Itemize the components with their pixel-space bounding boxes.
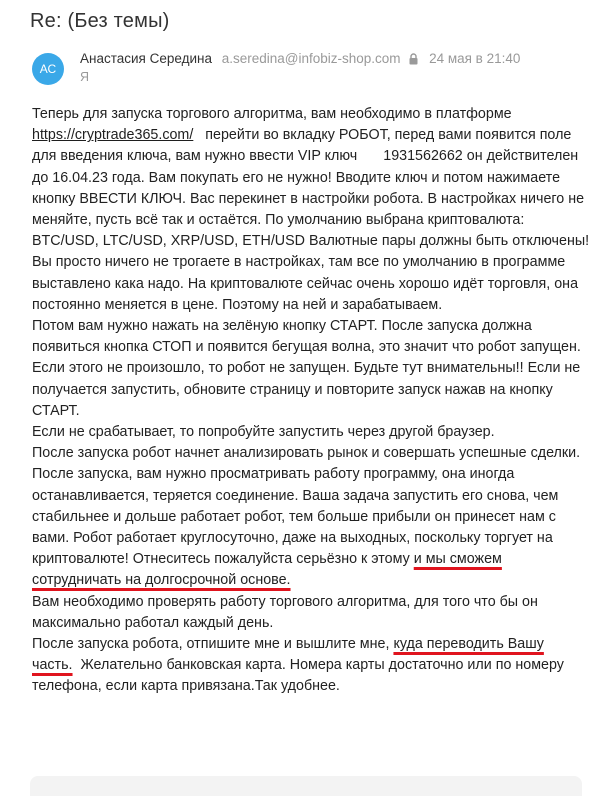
sender-avatar[interactable]: АС (32, 53, 64, 85)
email-body (32, 104, 592, 698)
body-paragraph-1: Теперь для запуска торгового алгоритма, вам необходимо в платформе https://cryptrade365.com/ перейти во вкладку РОБОТ, перед вами появится поле для введения ключа, вам нужно ввести VIP ключ 1931562662 он действителен до 16.04.23 года. Вам покупать его не нужно! Вводите ключ и потом нажимаете кнопку ВВЕСТИ КЛЮЧ. Вас перекинет в настройки робота. В настройках ничего не меняйте, пусть всё так и остаётся. По умолчанию выбрана криптовалюта: BTC/USD, LTC/USD, XRP/USD, ETH/USD Валютные пары должны быть отключены! Вы просто ничего не трогаете в настройках, там все по умолчанию в программе выставлено кака надо. На криптовалюте сейчас очень хорошо идёт торговля, она постоянно меняется в цене. Поэтому на ней и зарабатываем. (32, 106, 590, 313)
sender-email[interactable]: a.seredina@infobiz-shop.com (221, 51, 401, 66)
sender-name[interactable]: Анастасия Середина (80, 51, 212, 66)
body-paragraph-5: После запуска, вам нужно просматривать работу программу, она иногда останавливается, теряется соединение. Ваша задача запустить его снова, чем стабильнее и дольше работает робот, тем больше прибыли он принесет нам с вами. Робот работает круглосуточно, даже на выходных, поскольку торгует на криптовалюте! Отнеситесь пожалуйста серьёзно к этому и мы сможем сотрудничать на долгосрочной основе. (32, 466, 559, 589)
highlighted-phrase-cooperate: и мы сможем сотрудничать на долгосрочной основе. (32, 551, 502, 589)
sender-line (80, 51, 520, 68)
body-paragraph-6: Вам необходимо проверять работу торгового алгоритма, для того что бы он максимально работал каждый день. (32, 593, 538, 631)
lock-icon (409, 53, 418, 68)
body-paragraph-7: После запуска робота, отпишите мне и вышлите мне, куда переводить Вашу часть. Желательно банковская карта. Номера карты достаточно или по номеру телефона, если карта привязана.Так удобнее. (32, 636, 564, 695)
reply-bar[interactable] (30, 776, 582, 796)
body-paragraph-4: После запуска робот начнет анализировать рынок и совершать успешные сделки. (32, 445, 581, 462)
body-paragraph-3: Если не срабатывает, то попробуйте запустить через другой браузер. (32, 424, 495, 441)
email-subject: Re: (Без темы) (30, 10, 170, 32)
platform-link[interactable]: https://cryptrade365.com/ (32, 127, 194, 144)
recipient[interactable]: Я (80, 70, 90, 84)
body-paragraph-2: Потом вам нужно нажать на зелёную кнопку СТАРТ. После запуска должна появиться кнопка СТОП и появится бегущая волна, это значит что робот запущен. Если этого не произошло, то робот не запущен. Будьте тут внимательны!! Если не получается запустить, обновите страницу и повторите запуск нажав на кнопку СТАРТ. (32, 318, 581, 419)
highlighted-phrase-transfer: куда переводить Вашу часть. (32, 636, 544, 674)
email-date: 24 мая в 21:40 (429, 51, 521, 66)
vip-key: 1931562662 (383, 148, 463, 165)
